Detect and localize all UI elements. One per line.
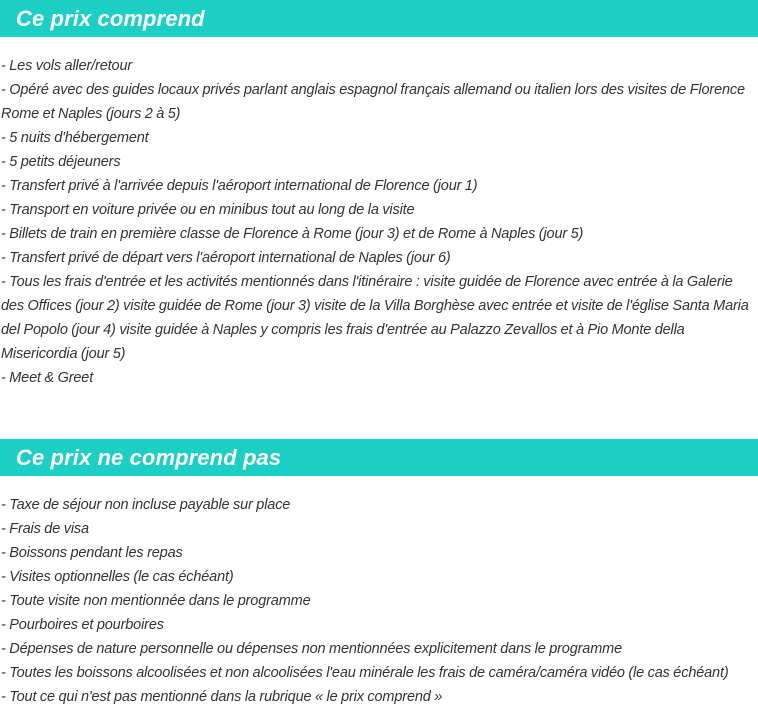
excluded-list	[0, 493, 758, 709]
list-item: - Dépenses de nature personnelle ou dépenses non mentionnées explicitement dans le programme	[1, 641, 622, 657]
list-item: - Toutes les boissons alcoolisées et non alcoolisées l'eau minérale les frais de caméra/caméra vidéo (le cas échéant)	[1, 665, 729, 681]
list-item: - Opéré avec des guides locaux privés parlant anglais espagnol français allemand ou italien lors des visites de Florence Rome et Naples (jours 2 à 5)	[1, 82, 745, 122]
excluded-title: Ce prix ne comprend pas	[16, 444, 282, 470]
list-item: - Frais de visa	[1, 521, 89, 537]
list-item: - Toute visite non mentionnée dans le programme	[1, 593, 311, 609]
list-item: - Billets de train en première classe de Florence à Rome (jour 3) et de Rome à Naples (jour 5)	[1, 226, 584, 242]
list-item: - Tous les frais d'entrée et les activités mentionnés dans l'itinéraire : visite guidée de Florence avec entrée à la Galerie des Offices (jour 2) visite guidée de Rome (jour 3) visite de la Villa Borghèse avec entrée et visite de l'église Santa Maria del Popolo (jour 4) visite guidée à Naples y compris les frais d'entrée au Palazzo Zevallos et à Pio Monte della Misericordia (jour 5)	[1, 274, 749, 362]
list-item: - Transfert privé à l'arrivée depuis l'aéroport international de Florence (jour 1)	[1, 178, 478, 194]
list-item: - Pourboires et pourboires	[1, 617, 164, 633]
list-item: - Taxe de séjour non incluse payable sur place	[1, 497, 291, 513]
list-item: - Meet & Greet	[1, 370, 94, 386]
list-item: - Les vols aller/retour	[1, 58, 133, 74]
included-list	[0, 54, 758, 390]
list-item: - Tout ce qui n'est pas mentionné dans la rubrique « le prix comprend »	[1, 689, 443, 705]
excluded-header	[0, 439, 758, 476]
excluded-section	[0, 439, 758, 709]
list-item: - Visites optionnelles (le cas échéant)	[1, 569, 234, 585]
list-item: - 5 nuits d'hébergement	[1, 130, 149, 146]
included-title: Ce prix comprend	[16, 5, 205, 31]
included-header	[0, 0, 758, 37]
list-item: - Transport en voiture privée ou en minibus tout au long de la visite	[1, 202, 415, 218]
list-item: - 5 petits déjeuners	[1, 154, 121, 170]
list-item: - Transfert privé de départ vers l'aéroport international de Naples (jour 6)	[1, 250, 451, 266]
list-item: - Boissons pendant les repas	[1, 545, 183, 561]
